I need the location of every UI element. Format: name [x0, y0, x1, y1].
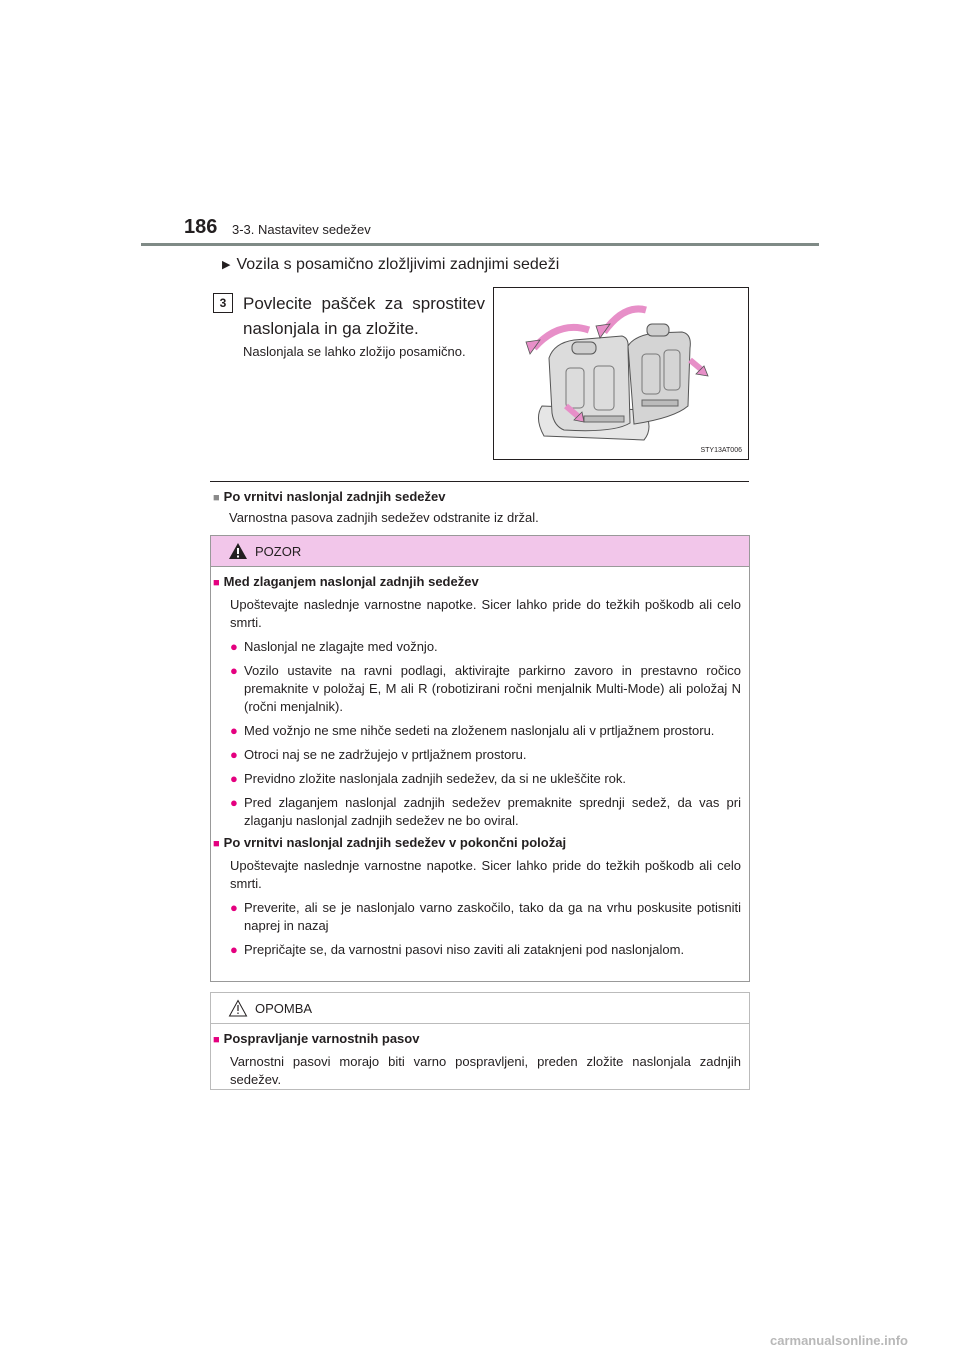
- warning-heading-text: Po vrnitvi naslonjal zadnjih sedežev v pokončni položaj: [223, 835, 567, 850]
- bullet-dot-icon: ●: [230, 795, 238, 810]
- section-title: 3-3. Nastavitev sedežev: [232, 222, 371, 237]
- figure-code: STY13AT006: [700, 447, 742, 454]
- after-return-text: Varnostna pasova zadnjih sedežev odstranite iz držal.: [229, 510, 539, 525]
- bullet-text: Vozilo ustavite na ravni podlagi, aktivirajte parkirno zavoro in prestavno ročico premaknite v položaj E, M ali R (robotizirani ročni menjalnik Multi-Mode) ali položaj N (ročni menjalnik).: [244, 663, 741, 714]
- note-box: [210, 992, 750, 1090]
- square-bullet-icon: ■: [213, 1034, 220, 1046]
- bullet-text: Naslonjal ne zlagajte med vožnjo.: [244, 639, 438, 654]
- note-heading: [213, 1030, 741, 1049]
- step-number-badge: 3: [213, 293, 233, 313]
- bullet-text: Prepričajte se, da varnostni pasovi niso zaviti ali zataknjeni pod naslonjalom.: [244, 942, 685, 957]
- warning-bullet: [230, 794, 741, 830]
- subsection-title-text: Vozila s posamično zložljivimi zadnjimi sedeži: [236, 256, 560, 273]
- bullet-dot-icon: ●: [230, 663, 238, 678]
- warning-label: POZOR: [255, 543, 302, 559]
- warning-heading: [213, 573, 741, 592]
- warning-heading: [213, 834, 741, 853]
- warning-intro: Upoštevajte naslednje varnostne napotke. Sicer lahko pride do težkih poškodb ali celo smrti.: [230, 858, 741, 891]
- seat-folding-illustration: [493, 287, 749, 460]
- note-text: Varnostni pasovi morajo biti varno pospravljeni, preden zložite naslonjala zadnjih sedežev.: [230, 1054, 741, 1087]
- watermark: carmanualsonline.info: [770, 1333, 908, 1348]
- warning-bullet: [230, 941, 741, 959]
- warning-heading-text: Med zlaganjem naslonjal zadnjih sedežev: [223, 574, 479, 589]
- bullet-dot-icon: ●: [230, 942, 238, 957]
- step-note: Naslonjala se lahko zložijo posamično.: [243, 344, 466, 359]
- bullet-text: Pred zlaganjem naslonjal zadnjih sedežev premaknite sprednji sedež, da vas pri zlaganju naslonjal zadnjih sedežev ne bo oviral.: [244, 795, 741, 828]
- warning-bullet: [230, 722, 741, 740]
- warning-header: [211, 536, 749, 567]
- square-bullet-icon: ■: [213, 577, 220, 589]
- bullet-dot-icon: ●: [230, 639, 238, 654]
- triangle-right-icon: ▶: [222, 259, 231, 271]
- caution-outline-triangle-icon: [228, 999, 248, 1017]
- bullet-dot-icon: ●: [230, 900, 238, 915]
- bullet-dot-icon: ●: [230, 747, 238, 762]
- bullet-dot-icon: ●: [230, 771, 238, 786]
- warning-bullet: [230, 638, 741, 656]
- step-instruction: Povlecite pašček za sprostitev naslonjala in ga zložite.: [243, 294, 485, 338]
- bullet-dot-icon: ●: [230, 723, 238, 738]
- bullet-text: Otroci naj se ne zadržujejo v prtljažnem prostoru.: [244, 747, 527, 762]
- warning-bullet: [230, 899, 741, 935]
- note-header: [211, 993, 749, 1024]
- warning-intro: Upoštevajte naslednje varnostne napotke. Sicer lahko pride do težkih poškodb ali celo smrti.: [230, 597, 741, 630]
- after-return-heading-text: Po vrnitvi naslonjal zadnjih sedežev: [223, 489, 446, 504]
- bullet-text: Previdno zložite naslonjala zadnjih sedežev, da si ne ukleščite rok.: [244, 771, 627, 786]
- bullet-text: Med vožnjo ne sme nihče sedeti na zloženem naslonjalu ali v prtljažnem prostoru.: [244, 723, 715, 738]
- warning-triangle-icon: [228, 542, 248, 560]
- square-bullet-icon: ■: [213, 838, 220, 850]
- warning-bullet: [230, 662, 741, 716]
- divider: [210, 481, 749, 482]
- bullet-text: Preverite, ali se je naslonjalo varno zaskočilo, tako da ga na vrhu poskusite potisniti naprej in nazaj: [244, 900, 741, 933]
- note-heading-text: Pospravljanje varnostnih pasov: [223, 1031, 420, 1046]
- warning-box: [210, 535, 750, 982]
- rear-seat-icon: [494, 288, 750, 461]
- header-rule: [141, 243, 819, 246]
- after-return-heading: [213, 489, 445, 504]
- warning-bullet: [230, 770, 741, 788]
- warning-bullet: [230, 746, 741, 764]
- subsection-title: [222, 256, 559, 274]
- page-number: 186: [184, 216, 218, 238]
- square-bullet-icon: ■: [213, 492, 220, 504]
- note-label: OPOMBA: [255, 1000, 313, 1016]
